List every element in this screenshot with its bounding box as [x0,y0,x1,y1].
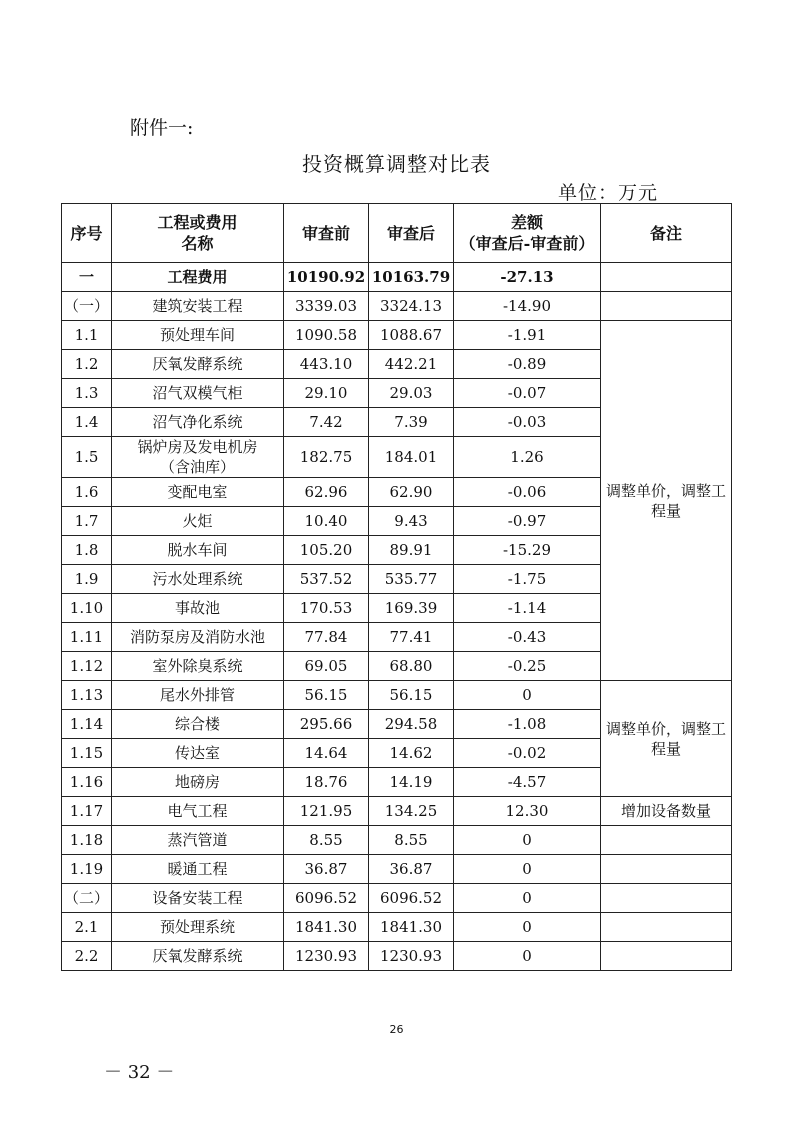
cell-diff: -15.29 [454,536,601,565]
unit-label: 单位：万元 [558,182,659,204]
table-row [62,321,732,350]
cell-after: 442.21 [369,350,454,379]
cell-before: 443.10 [284,350,369,379]
cell-after: 9.43 [369,507,454,536]
cell-name: 预处理系统 [112,913,284,942]
cell-before: 69.05 [284,652,369,681]
cell-diff: -1.91 [454,321,601,350]
cell-seq: 1.3 [62,379,112,408]
cell-after: 535.77 [369,565,454,594]
cell-after: 294.58 [369,710,454,739]
cell-name: 尾水外排管 [112,681,284,710]
cell-name: 脱水车间 [112,536,284,565]
cell-name: 设备安装工程 [112,884,284,913]
cell-seq: 1.13 [62,681,112,710]
cell-seq: 1.18 [62,826,112,855]
cell-name: 污水处理系统 [112,565,284,594]
cell-diff: 0 [454,913,601,942]
cell-seq: 一 [62,263,112,292]
cell-diff: 0 [454,884,601,913]
cell-remark-empty [601,263,732,292]
table-row [62,681,732,710]
cell-diff: -4.57 [454,768,601,797]
table-title: 投资概算调整对比表 [302,152,491,176]
cell-diff: -0.07 [454,379,601,408]
table-row [62,884,732,913]
cell-before: 36.87 [284,855,369,884]
cell-diff: -0.97 [454,507,601,536]
cell-name: 厌氧发酵系统 [112,942,284,971]
cell-before: 8.55 [284,826,369,855]
cell-seq: 1.11 [62,623,112,652]
cell-after: 10163.79 [369,263,454,292]
cell-before: 182.75 [284,437,369,478]
cell-after: 3324.13 [369,292,454,321]
cell-remark-empty [601,855,732,884]
cell-name: 电气工程 [112,797,284,826]
remark-adjust-group-a: 调整单价，调整工程量 [601,321,732,681]
cell-after: 77.41 [369,623,454,652]
cell-after: 7.39 [369,408,454,437]
cell-before: 105.20 [284,536,369,565]
cell-name: 火炬 [112,507,284,536]
cell-seq: 1.15 [62,739,112,768]
cell-name: 消防泵房及消防水池 [112,623,284,652]
cell-seq: 1.6 [62,478,112,507]
table-row [62,292,732,321]
cell-diff: -0.43 [454,623,601,652]
table-row [62,913,732,942]
cell-seq: 1.8 [62,536,112,565]
col-header-diff-line2: （审查后-审查前） [459,234,595,253]
col-header-diff [454,204,601,263]
cell-before: 14.64 [284,739,369,768]
cell-seq: 2.1 [62,913,112,942]
cell-name: 暖通工程 [112,855,284,884]
cell-seq: 1.7 [62,507,112,536]
cell-seq: 1.16 [62,768,112,797]
cell-after: 6096.52 [369,884,454,913]
cell-after: 89.91 [369,536,454,565]
col-header-name-line1: 工程或费用 [157,213,238,232]
cell-after: 1088.67 [369,321,454,350]
cell-remark-empty [601,913,732,942]
cell-remark-empty [601,942,732,971]
cell-seq: 1.9 [62,565,112,594]
cell-diff: -1.08 [454,710,601,739]
cell-name: 厌氧发酵系统 [112,350,284,379]
cell-before: 56.15 [284,681,369,710]
cell-after: 14.19 [369,768,454,797]
col-header-name-line2: 名称 [181,234,214,253]
table-row [62,826,732,855]
cell-before: 29.10 [284,379,369,408]
cell-after: 68.80 [369,652,454,681]
cell-name: 工程费用 [112,263,284,292]
cell-before: 1841.30 [284,913,369,942]
remark-adjust-group-b: 调整单价，调整工程量 [601,681,732,797]
cell-seq: （二） [62,884,112,913]
cell-before: 295.66 [284,710,369,739]
cell-before: 121.95 [284,797,369,826]
cell-before: 1090.58 [284,321,369,350]
cell-before: 10.40 [284,507,369,536]
cell-remark-empty [601,292,732,321]
cell-name: 综合楼 [112,710,284,739]
cell-seq: 1.19 [62,855,112,884]
cell-after: 169.39 [369,594,454,623]
cell-diff: 0 [454,681,601,710]
cell-after: 184.01 [369,437,454,478]
col-header-after: 审查后 [369,204,454,263]
cell-seq: 1.12 [62,652,112,681]
cell-seq: 1.17 [62,797,112,826]
col-header-diff-line1: 差额 [510,213,543,232]
table-header-row [62,204,732,263]
cell-after: 14.62 [369,739,454,768]
table-row [62,263,732,292]
cell-diff: 12.30 [454,797,601,826]
col-header-name [112,204,284,263]
cell-seq: 1.1 [62,321,112,350]
col-header-seq: 序号 [62,204,112,263]
col-header-before: 审查前 [284,204,369,263]
cell-before: 6096.52 [284,884,369,913]
table-row [62,797,732,826]
cell-seq: 1.10 [62,594,112,623]
cell-name [112,437,284,478]
cell-diff: 1.26 [454,437,601,478]
cell-name: 沼气双模气柜 [112,379,284,408]
cell-before: 537.52 [284,565,369,594]
cell-diff: 0 [454,826,601,855]
cell-diff: -1.14 [454,594,601,623]
cell-diff: -0.06 [454,478,601,507]
cell-after: 1230.93 [369,942,454,971]
cell-after: 134.25 [369,797,454,826]
cell-diff: -14.90 [454,292,601,321]
cell-diff: 0 [454,942,601,971]
remark-add-equipment: 增加设备数量 [601,797,732,826]
cell-before: 10190.92 [284,263,369,292]
cell-diff: -27.13 [454,263,601,292]
cell-diff: -0.03 [454,408,601,437]
col-header-remark: 备注 [601,204,732,263]
cell-after: 29.03 [369,379,454,408]
cell-name: 预处理车间 [112,321,284,350]
cell-name: 蒸汽管道 [112,826,284,855]
printed-page-number: － 32 － [104,1062,175,1083]
cell-diff: -1.75 [454,565,601,594]
cell-name: 地磅房 [112,768,284,797]
cell-seq: 1.14 [62,710,112,739]
cell-after: 1841.30 [369,913,454,942]
cell-name: 室外除臭系统 [112,652,284,681]
cell-seq: 1.2 [62,350,112,379]
cell-before: 62.96 [284,478,369,507]
cell-before: 1230.93 [284,942,369,971]
cell-seq: 1.4 [62,408,112,437]
budget-comparison-table [61,203,732,971]
table-row [62,855,732,884]
cell-after: 36.87 [369,855,454,884]
cell-after: 8.55 [369,826,454,855]
cell-before: 77.84 [284,623,369,652]
cell-diff: 0 [454,855,601,884]
cell-remark-empty [601,826,732,855]
cell-name: 事故池 [112,594,284,623]
cell-before: 170.53 [284,594,369,623]
cell-seq: （一） [62,292,112,321]
page-number: 26 [389,1023,404,1036]
cell-name-line1: 锅炉房及发电机房 [137,438,258,456]
cell-name: 沼气净化系统 [112,408,284,437]
cell-before: 7.42 [284,408,369,437]
cell-before: 18.76 [284,768,369,797]
cell-seq: 2.2 [62,942,112,971]
cell-seq: 1.5 [62,437,112,478]
cell-diff: -0.25 [454,652,601,681]
cell-diff: -0.02 [454,739,601,768]
table-row [62,942,732,971]
cell-name-line2: （含油库） [159,458,235,476]
cell-before: 3339.03 [284,292,369,321]
cell-name: 传达室 [112,739,284,768]
cell-name: 建筑安装工程 [112,292,284,321]
cell-after: 56.15 [369,681,454,710]
attachment-label: 附件一: [130,117,194,139]
cell-after: 62.90 [369,478,454,507]
cell-diff: -0.89 [454,350,601,379]
cell-remark-empty [601,884,732,913]
cell-name: 变配电室 [112,478,284,507]
